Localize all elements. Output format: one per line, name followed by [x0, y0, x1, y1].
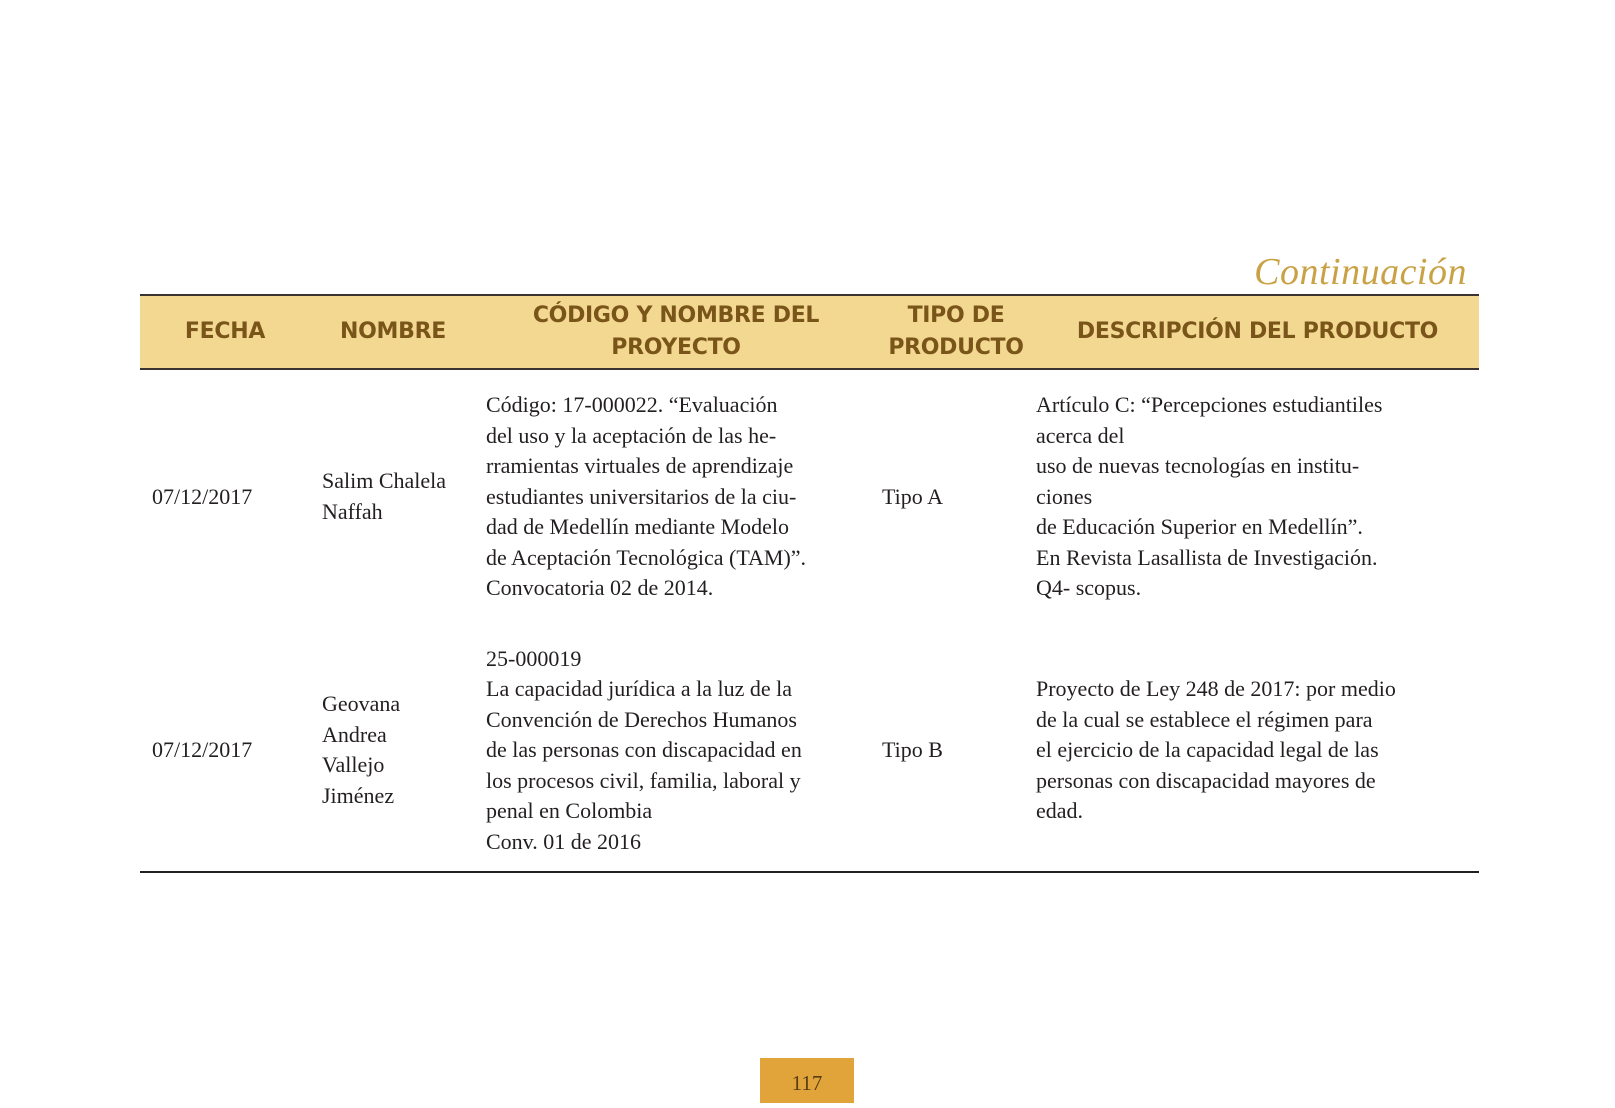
cell-codigo-text: 25-000019 La capacidad jurídica a la luz de la Convención de Derechos Humanos de las personas con discapacidad en los procesos civil, familia, laboral y penal en Colombia Conv. 01 de 2016	[486, 645, 802, 854]
header-tipo: TIPO DE PRODUCTO	[888, 303, 1024, 360]
cell-codigo	[476, 632, 876, 873]
cell-fecha: 07/12/2017	[140, 632, 310, 873]
cell-codigo	[476, 369, 876, 632]
cell-descripcion	[1036, 369, 1479, 632]
table-header	[140, 295, 1479, 369]
cell-nombre	[310, 369, 476, 632]
cell-descripcion	[1036, 632, 1479, 873]
table-row	[140, 632, 1479, 873]
cell-descripcion-text: Proyecto de Ley 248 de 2017: por medio de la cual se establece el régimen para el ejercicio de la capacidad legal de las personas con discapacidad mayores de edad.	[1036, 676, 1396, 823]
cell-codigo-text: Código: 17-000022. “Evaluación del uso y la aceptación de las he- rramientas virtuales de aprendizaje estudiantes universitarios de la ciu- dad de Medellín mediante Modelo de Aceptación Tecnológica (TAM)”. Convocatoria 02 de 2014.	[486, 392, 807, 600]
table-row	[140, 369, 1479, 632]
cell-nombre-text: Salim Chalela Naffah	[322, 468, 447, 524]
products-table-container	[140, 294, 1479, 873]
table-body	[140, 369, 1479, 872]
cell-nombre-text: Geovana Andrea Vallejo Jiménez	[322, 691, 401, 808]
products-table	[140, 294, 1479, 873]
header-codigo: CÓDIGO Y NOMBRE DEL PROYECTO	[532, 303, 820, 360]
cell-descripcion-text: Artículo C: “Percepciones estudiantiles acerca del uso de nuevas tecnologías en institu- ciones de Educación Superior en Medellín”. En Revista Lasallista de Investigación. Q4- scopus.	[1036, 392, 1383, 600]
header-nombre: NOMBRE	[340, 319, 446, 344]
continuation-label: Continuación	[1254, 251, 1467, 293]
cell-fecha: 07/12/2017	[152, 483, 253, 509]
header-fecha: FECHA	[184, 319, 266, 344]
cell-nombre	[310, 632, 476, 873]
header-descripcion: DESCRIPCIÓN DEL PRODUCTO	[1076, 319, 1439, 344]
cell-tipo: Tipo A	[882, 483, 943, 509]
cell-tipo: Tipo B	[876, 632, 1036, 873]
header-row	[140, 295, 1479, 369]
page-number: 117	[760, 1058, 854, 1103]
